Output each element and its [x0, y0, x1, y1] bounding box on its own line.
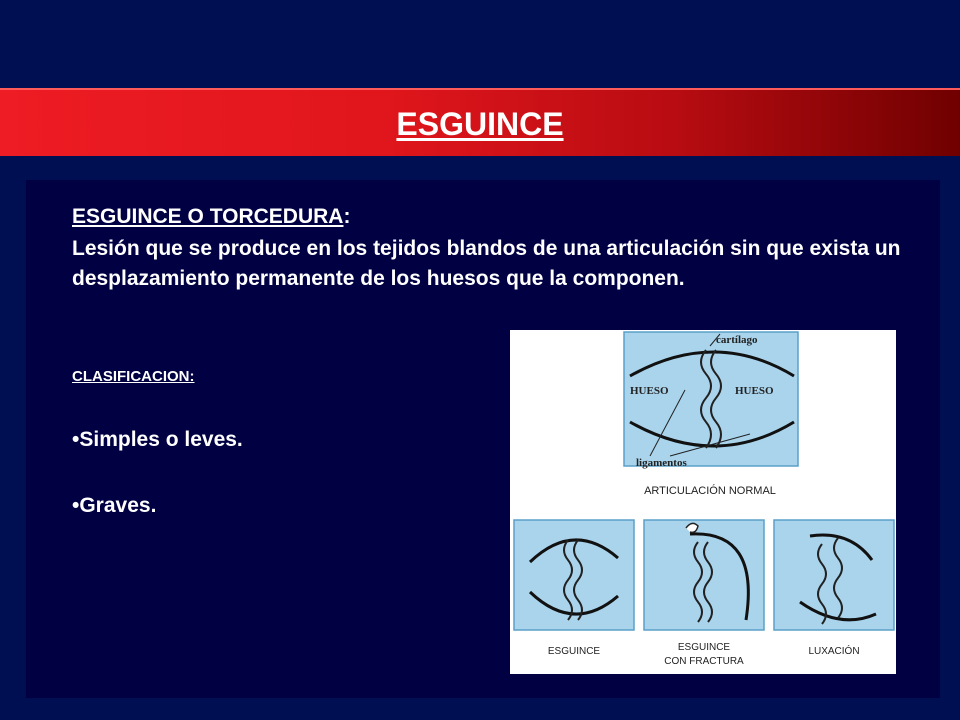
- label-sprain: ESGUINCE: [547, 646, 601, 657]
- label-ligaments: ligamentos: [636, 457, 687, 469]
- label-dislocation: LUXACIÓN: [808, 646, 860, 657]
- definition-colon: :: [343, 205, 351, 228]
- definition-text: Lesión que se produce en los tejidos blandos de una articulación sin que exista un desplazamiento permanente de los huesos que la componen.: [72, 237, 901, 290]
- label-bone-right: HUESO: [735, 385, 774, 397]
- bullet-serious: •Graves.: [72, 494, 157, 517]
- joint-diagram: [510, 330, 896, 674]
- page-title: ESGUINCE: [396, 106, 564, 142]
- label-sprain-fracture-2: CON FRACTURA: [664, 656, 744, 667]
- bullet-simple: •Simples o leves.: [72, 428, 243, 451]
- label-sprain-fracture-1: ESGUINCE: [677, 642, 731, 653]
- joint-illustration: [510, 330, 896, 674]
- label-normal-joint: ARTICULACIÓN NORMAL: [644, 485, 776, 497]
- label-bone-left: HUESO: [630, 385, 669, 397]
- definition-heading: [72, 205, 350, 229]
- classification-label: CLASIFICACION:: [72, 368, 195, 385]
- label-cartilage: cartílago: [716, 334, 758, 346]
- title-banner: [0, 88, 960, 156]
- definition-term: ESGUINCE O TORCEDURA: [72, 205, 344, 228]
